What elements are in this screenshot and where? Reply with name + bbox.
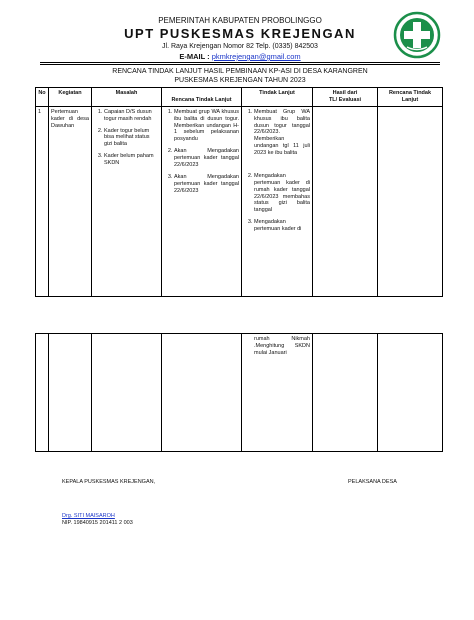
cell-kegiatan (49, 334, 92, 452)
cell-no: 1 (36, 106, 49, 296)
signature-nip: NIP. 19840915 201411 2 003 (62, 520, 133, 526)
table-header-row (36, 88, 443, 107)
rtl-table (35, 87, 443, 297)
cell-rencana (162, 106, 242, 296)
cell-no (36, 334, 49, 452)
document-subtitle: PUSKESMAS KREJENGAN TAHUN 2023 (174, 77, 306, 84)
header-email-line (130, 52, 350, 61)
document-title: RENCANA TINDAK LANJUT HASIL PEMBINAAN KP-ASI DI DESA KARANGREN (112, 68, 368, 75)
header-address: Jl. Raya Krejengan Nomor 82 Telp. (0335) 842503 (162, 43, 318, 50)
rencana-item: 3. Akan Mengadakan pertemuan kader tanggal 22/6/2023 (174, 174, 239, 195)
rencana-item: 1. Membuat grup WA khusus ibu balita di dusun togur. Memberikan undangan H-1 sebelum pelaksanan posyandu (174, 109, 239, 143)
header-hasil-line1: Hasil dari (332, 90, 358, 96)
cell-rencana (162, 334, 242, 452)
cell-kegiatan: Pertemuan kader di desa Dawuhan (49, 106, 92, 296)
signature-right-title: PELAKSANA DESA (348, 479, 397, 485)
tindak-item: 3. Mengadakan pertemuan kader di (254, 219, 310, 233)
signature-name: Drg. SITI MAISAROH (62, 513, 115, 519)
cell-hasil (313, 334, 378, 452)
masalah-item: 3. Kader belum paham SKDN (104, 153, 159, 167)
cell-rencana-2 (378, 106, 443, 296)
header-rencana-2: Rencana Tindak Lanjut (378, 88, 443, 107)
table-row (36, 106, 443, 296)
tindak-item: 1. Membuat Grup WA khusus ibu balita dusun togur tanggal 22/6/2023. Memberikan undangan tgl 11 juli 2023 ke ibu balita (254, 109, 310, 157)
table-row (36, 334, 443, 452)
header-tindak: Tindak Lanjut (242, 88, 313, 107)
cell-hasil (313, 106, 378, 296)
tindak-item: 2. Mengadakan pertemuan kader di rumah kader tanggal 22/6/2023 membahas status gizi balita tanggal (254, 173, 310, 214)
header-rule-thin (40, 64, 440, 65)
tindak-continued: rumah Nikmah .Menghitung SKDN mulai Januari (254, 336, 310, 356)
cell-tindak (242, 334, 313, 452)
cell-rencana-2 (378, 334, 443, 452)
header-hasil (313, 88, 378, 107)
header-kegiatan: Kegiatan (49, 88, 92, 107)
header-rencana: Rencana Tindak Lanjut (162, 88, 242, 107)
cell-masalah (92, 334, 162, 452)
email-label: E-MAIL : (179, 52, 210, 61)
signature-left-title: KEPALA PUSKESMAS KREJENGAN, (62, 479, 156, 485)
header-no: No (36, 88, 49, 107)
puskesmas-logo-icon (393, 11, 441, 59)
header-rule-thick (40, 62, 440, 63)
masalah-item: 1. Capaian D/S dusun togur masih rendah (104, 109, 159, 123)
header-government: PEMERINTAH KABUPATEN PROBOLINGGO (158, 16, 322, 25)
cell-masalah (92, 106, 162, 296)
email-link[interactable]: pkmkrejengan@gmail.com (211, 52, 301, 61)
cell-tindak (242, 106, 313, 296)
rtl-table-continued (35, 333, 443, 452)
header-hasil-line2: TL/ Evaluasi (328, 96, 362, 103)
header-masalah: Masalah (92, 88, 162, 107)
header-institution: UPT PUSKESMAS KREJENGAN (124, 26, 356, 41)
rencana-item: 2. Akan Mengadakan pertemuan kader tanggal 22/6/2023 (174, 148, 239, 169)
masalah-item: 2. Kader togur belum bisa melihat status gizi balita (104, 128, 159, 149)
